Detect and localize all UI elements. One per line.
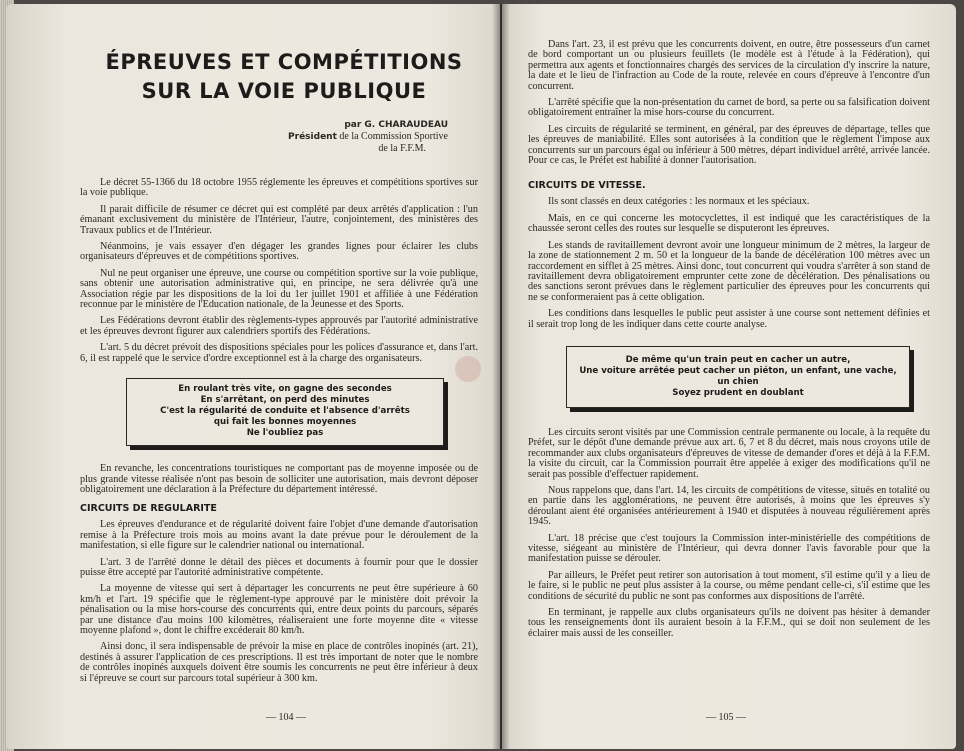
section-heading: CIRCUITS DE REGULARITE [80,503,217,515]
paragraph: En terminant, je rappelle aux clubs organisateurs qu'ils ne doivent pas hésiter à demander tous les renseignements dont ils auraient besoin à la F.F.M., qui se doit non seulement de les éclairer mais aussi de les conseiller. [528,607,930,639]
paragraph: La moyenne de vitesse qui sert à départager les concurrents ne peut être supérieure à 60 km/h et l'art. 19 spécifie que le règlement-type approuvé par le ministère doit prévoir la pénalisation ou la mise hors-course des concurrents qui, entre deux points du parcours, séparés par une distance d'au moins 100 kilomètres, réaliseraient une forte moyenne dite « vitesse moyenne plafond », dont le chiffre excéderait 80 km/h. [80,583,478,636]
paragraph: L'arrêté spécifie que la non-présentation du carnet de bord, sa perte ou sa falsification doivent obligatoirement entraîner la mise hors-course du concurrent. [528,97,930,119]
author-role [80,131,448,143]
article-title [80,48,478,106]
paragraph: Dans l'art. 23, il est prévu que les concurrents doivent, en outre, être possesseurs d'un carnet de bord comportant un ou plusieurs feuillets (le modèle est à l'étude à la Fédération), qui permettra aux agents et fonctionnaires chargés des services de la circulation d'y inscrire la nature, la date et le lieu de l'infraction au Code de la route, relevée en cours d'épreuve à l'encontre d'un concurrent. [528,39,930,92]
paragraph: En revanche, les concentrations touristiques ne comportant pas de moyenne imposée ou de plus grande vitesse réalisée n'ont pas besoin de solliciter une autorisation, mais devront déposer obligatoirement une déclaration à la Préfecture du département intéressé. [80,463,478,495]
paragraph: Les Fédérations devront établir des règlements-types approuvés par l'autorité administrative et les épreuves devront figurer aux calendriers sportifs des Fédérations. [80,315,478,337]
author: par G. CHARAUDEAU [344,120,448,130]
paragraph: Par ailleurs, le Préfet peut retirer son autorisation à tout moment, s'il estime qu'il y a lieu de le faire, si le public ne peut plus assister à la course, ou même pendant celle-ci, s'il estime que les conditions de sécurité du public ne sont pas conformes aux dispositions de l'arrêté. [528,569,930,602]
paragraph: Les stands de ravitaillement devront avoir une longueur minimum de 2 mètres, la largeur de la zone de stationnement 2 m. 50 et la longueur de la bande de décélération 100 mètres avec un raccordement en sifflet à 25 mètres. Ainsi donc, tout concurrent qui voudra s'arrêter à son stand de ravitaillement devra obligatoirement emprunter cette zone de décélération. Des pénalisations ou des sanctions seront prévues dans le règlement particulier des épreuves pour les concurrents qui ne se conformeraient pas à cette obligation. [528,239,930,303]
right-page [502,4,956,749]
author-role-rest: de la Commission Sportive [336,131,448,142]
paragraph: Les circuits de régularité se terminent, en général, par des épreuves de départage, telles que les épreuves de maniabilité. Elles sont autorisées à la condition que le règlement l'impose aux concurrents sur un parcours égal ou inférieur à 500 mètres, départ individuel arrêté, arrivée lancée. Pour ce cas, le Préfet est habilité à donner l'autorisation. [528,123,930,167]
paragraph: Le décret 55-1366 du 18 octobre 1955 réglemente les épreuves et compétitions sportives sur la voie publique. [80,177,478,199]
slogan-line: qui fait les bonnes moyennes [213,417,357,428]
safety-slogan-box [566,346,910,408]
paragraph: Les circuits seront visités par une Commission centrale permanente ou locale, à la requête du Préfet, sur le dépôt d'une demande prévue aux art. 6, 7 et 8 du décret, mais nous croyons utile de recommander aux clubs organisateurs d'épreuves de vitesse de demander d'ores et déjà à la F.F.M. la visite du circuit, car la Commission pourrait être appelée à exiger des modifications qu'il ne serait pas possible d'effectuer rapidement. [528,426,930,480]
page-number: — 105 — [706,712,746,723]
slogan-line: En s'arrêtant, on perd des minutes [200,395,370,406]
page-number: — 104 — [266,712,306,723]
slogan-line: C'est la régularité de conduite et l'absence d'arrêts [160,406,410,417]
paragraph: Ainsi donc, il sera indispensable de prévoir la mise en place de contrôles inopinés (art. 21), destinés à assurer l'application de ces prescriptions. Il est très important de noter que le nombre de contrôles inopinés auxquels doivent être soumis les concurrents ne peut être inférieur à deux si l'épreuve se court sur parcours total supérieur à 300 km. [80,641,478,684]
paragraph: Ils sont classés en deux catégories : les normaux et les spéciaux. [548,196,810,208]
paragraph: L'art. 18 précise que c'est toujours la Commission inter-ministérielle des compétitions de vitesse, siégeant au ministère de l'Intérieur, qui devra donner l'avis favorable pour que la manifestation puisse se dérouler. [528,532,930,565]
byline [80,120,478,154]
section-heading: CIRCUITS DE VITESSE. [528,180,646,192]
slogan-line: un chien [717,376,759,387]
paragraph: Néanmoins, je vais essayer d'en dégager les grandes lignes pour éclairer les clubs organisateurs d'épreuves et de compétitions sportives. [80,241,478,263]
slogan-line: En roulant très vite, on gagne des secondes [178,384,392,395]
author-role-bold: Président [288,132,337,142]
paragraph: Il parait difficile de résumer ce décret qui est complété par deux arrêtés d'application : l'un émanant exclusivement du ministère de l'Intérieur, l'autre, conjointement, des ministères des Travaux publics et de l'Intérieur. [80,203,478,236]
title-line-1: ÉPREUVES ET COMPÉTITIONS [105,50,463,74]
paragraph: Nous rappelons que, dans l'art. 14, les circuits de compétitions de vitesse, situés en totalité ou en partie dans les agglomérations, ne peuvent être autorisés, à moins que les épreuves s'y déroulant aient été organisées antérieurement à 1940 et disputées à nouveau régulièrement après 1945. [528,484,930,528]
slogan-line: De même qu'un train peut en cacher un autre, [625,354,851,365]
paragraph: Mais, en ce qui concerne les motocyclettes, il est indiqué que les caractéristiques de la chaussée seront celles des routes sur lesquelle se disputeront les épreuves. [528,212,930,235]
slogan-line: Une voiture arrêtée peut cacher un piéton, un enfant, une vache, [579,365,897,376]
left-page [6,4,500,749]
paragraph: Les conditions dans lesquelles le public peut assister à une course sont nettement définies et il serait trop long de les indiquer dans cette courte analyse. [528,308,930,330]
author-role-line-2: de la F.F.M. [378,143,426,154]
library-stamp-mark [455,356,481,382]
title-line-2: SUR LA VOIE PUBLIQUE [141,79,427,103]
paragraph: Les épreuves d'endurance et de régularité doivent faire l'objet d'une demande d'autorisation remise à la Préfecture trois mois au moins avant la date prévue pour le déroulement de la manifestation, si elle figure sur le calendrier national ou international. [80,519,478,552]
book-spine-shadow [492,4,510,749]
safety-slogan-box [126,378,444,446]
paragraph: Nul ne peut organiser une épreuve, une course ou compétition sportive sur la voie publique, sans obtenir une autorisation administrative qui, en principe, ne sera délivrée qu'à une Association régie par les dispositions de la loi du 1er juillet 1901 et affiliée à une Fédération reconnue par le ministère de l'Education nationale, de la Jeunesse et des Sports. [80,267,478,311]
paragraph: L'art. 5 du décret prévoit des dispositions spéciales pour les polices d'assurance et, dans l'art. 6, il est rappelé que le service d'ordre exceptionnel est à la charge des organisateurs. [80,342,478,364]
paragraph: L'art. 3 de l'arrêté donne le détail des pièces et documents à fournir pour que le dossier puisse être accepté par l'autorité administrative compétente. [80,556,478,578]
slogan-line: Soyez prudent en doublant [672,387,804,398]
slogan-line: Ne l'oubliez pas [246,428,324,439]
